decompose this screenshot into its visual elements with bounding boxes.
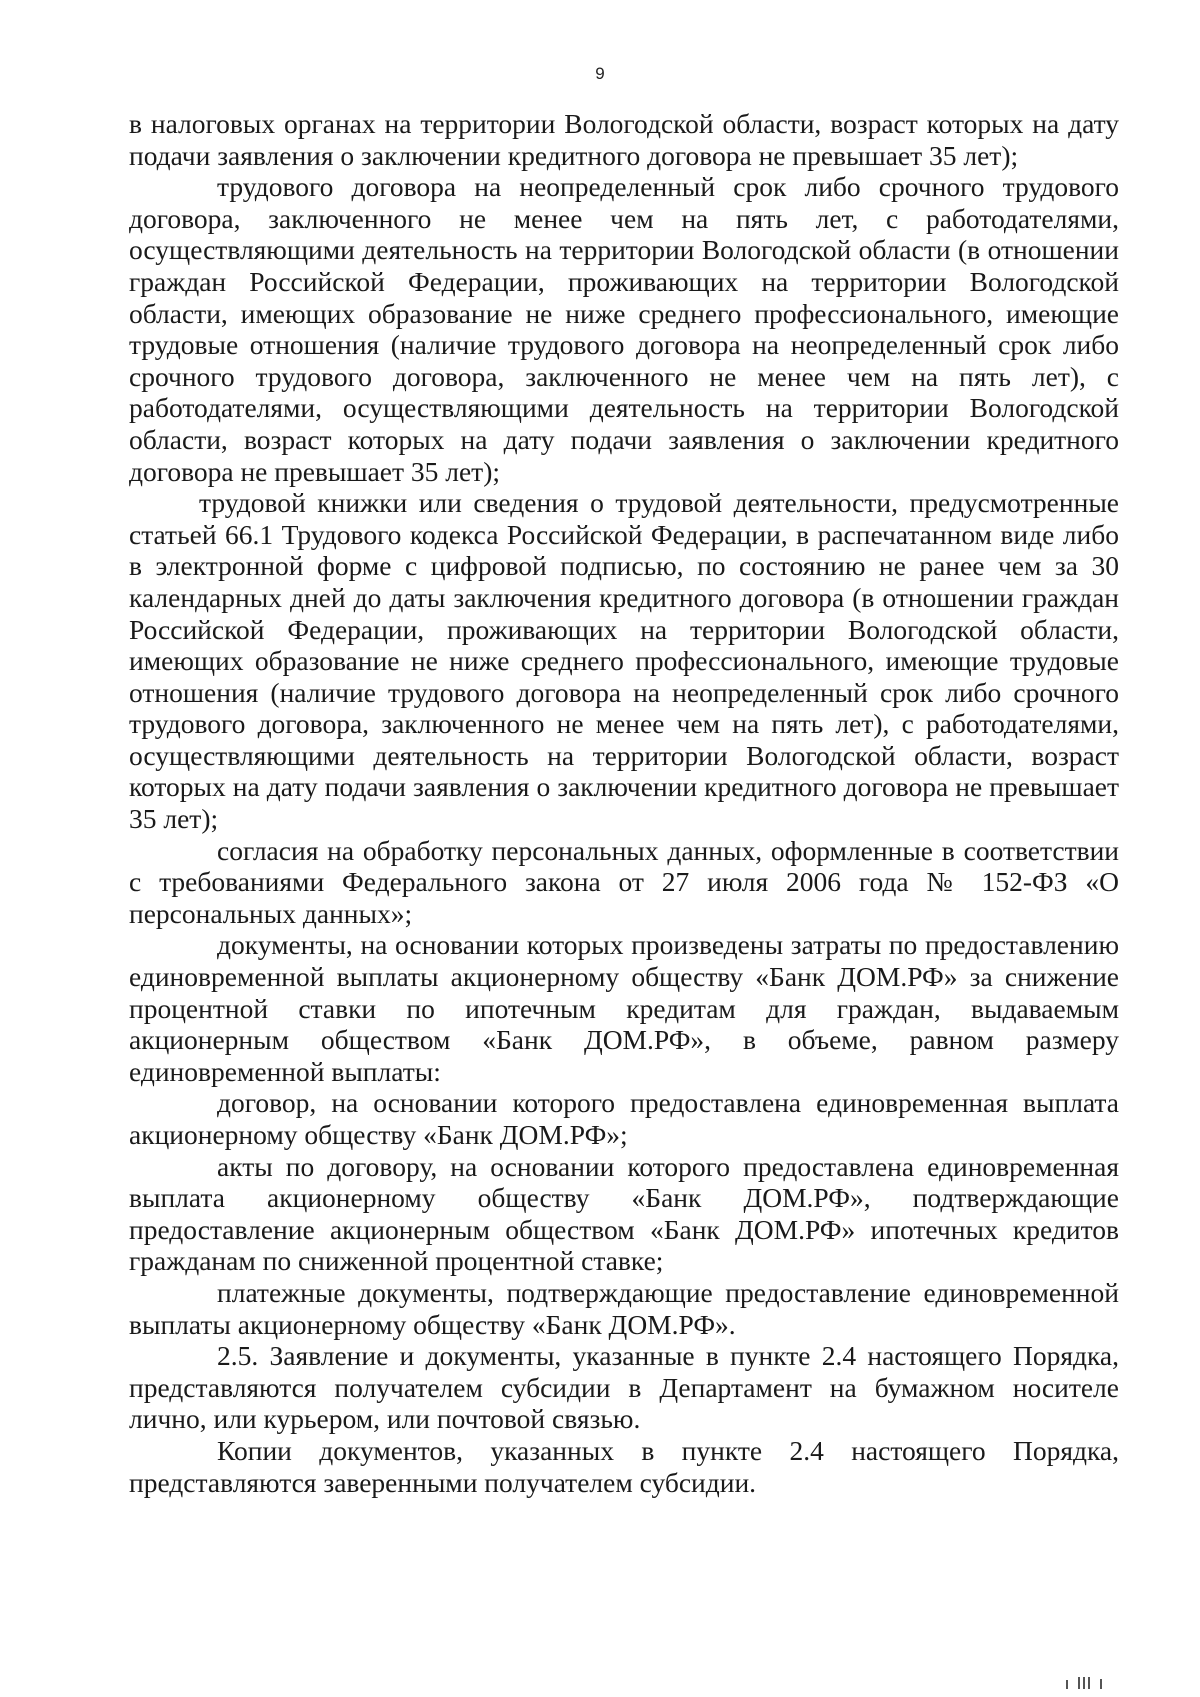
paragraph-contract: договор, на основании которого предоставлена единовременная выплата акционерному обществу «Банк ДОМ.РФ»; bbox=[129, 1087, 1119, 1150]
scan-artifact bbox=[1064, 1675, 1124, 1689]
paragraph-clause-2-5: 2.5. Заявление и документы, указанные в пункте 2.4 настоящего Порядка, представляются получателем субсидии в Департамент на бумажном носителе лично, или курьером, или почтовой связью. bbox=[129, 1340, 1119, 1435]
paragraph-copies: Копии документов, указанных в пункте 2.4 настоящего Порядка, представляются заверенными получателем субсидии. bbox=[129, 1434, 1119, 1498]
paragraph-payment-documents: платежные документы, подтверждающие предоставление единовременной выплаты акционерному обществу «Банк ДОМ.РФ». bbox=[129, 1276, 1119, 1340]
page-number: 9 bbox=[595, 64, 605, 83]
paragraph-personal-data-consent: согласия на обработку персональных данных, оформленные в соответствии с требованиями Федерального закона от 27 июля 2006 года № 152-ФЗ «О персональных данных»; bbox=[129, 834, 1119, 929]
paragraph-cost-documents: документы, на основании которых произведены затраты по предоставлению единовременной выплаты акционерному обществу «Банк ДОМ.РФ» за снижение процентной ставки по ипотечным кредитам для граждан, выдаваемым акционерным обществом «Банк ДОМ.РФ», в объеме, равном размеру единовременной выплаты: bbox=[129, 929, 1119, 1087]
paragraph-acts: акты по договору, на основании которого предоставлена единовременная выплата акционерному обществу «Банк ДОМ.РФ», подтверждающие предоставление акционерным обществом «Банк ДОМ.РФ» ипотечных кредитов гражданам по сниженной процентной ставке; bbox=[129, 1150, 1119, 1277]
paragraph-work-book: трудовой книжки или сведения о трудовой деятельности, предусмотренные статьей 66.1 Трудового кодекса Российской Федерации, в распечатанном виде либо в электронной форме с цифровой подписью, по состоянию не ранее чем за 30 календарных дней до даты заключения кредитного договора (в отношении граждан Российской Федерации, проживающих на территории Вологодской области, имеющих образование не ниже среднего профессионального, имеющие трудовые отношения (наличие трудового договора на неопределенный срок либо срочного трудового договора, заключенного не менее чем на пять лет), с работодателями, осуществляющими деятельность на территории Вологодской области, возраст которых на дату подачи заявления о заключении кредитного договора не превышает 35 лет); bbox=[129, 487, 1119, 835]
document-body bbox=[129, 108, 1119, 1498]
paragraph-employment-contract: трудового договора на неопределенный срок либо срочного трудового договора, заключенного не менее чем на пять лет, с работодателями, осуществляющими деятельность на территории Вологодской области (в отношении граждан Российской Федерации, проживающих на территории Вологодской области, имеющих образование не ниже среднего профессионального, имеющие трудовые отношения (наличие трудового договора на неопределенный срок либо срочного трудового договора, заключенного не менее чем на пять лет), с работодателями, осуществляющими деятельность на территории Вологодской области, возраст которых на дату подачи заявления о заключении кредитного договора не превышает 35 лет); bbox=[129, 171, 1119, 487]
paragraph-continuation: в налоговых органах на территории Вологодской области, возраст которых на дату подачи заявления о заключении кредитного договора не превышает 35 лет); bbox=[129, 108, 1119, 171]
